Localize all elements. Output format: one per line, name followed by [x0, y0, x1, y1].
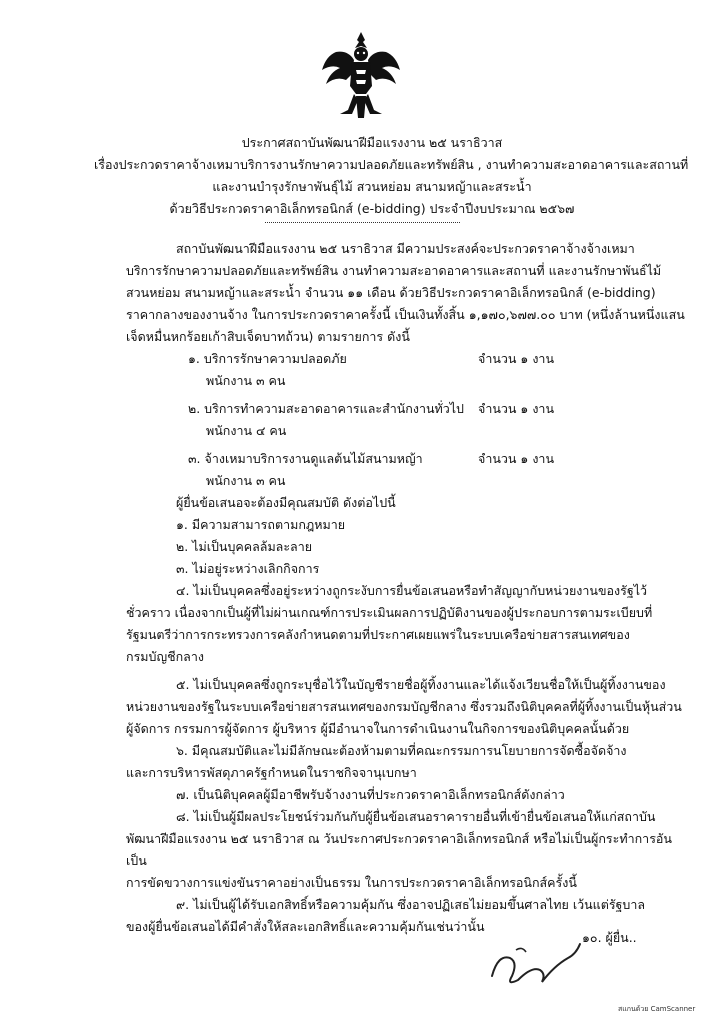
- qualification-4-line: กรมบัญชีกลาง: [126, 649, 204, 664]
- subject-line-3: ด้วยวิธีประกวดราคาอิเล็กทรอนิกส์ (e-bidding) ประจำปีงบประมาณ ๒๕๖๗: [169, 201, 575, 216]
- intro-line: เจ็ดหมื่นหกร้อยเก้าสิบเจ็ดบาทถ้วน) ตามรายการ ดังนี้: [126, 329, 410, 344]
- header-divider: [265, 222, 460, 223]
- qualification-9-line: ของผู้ยื่นข้อเสนอได้มีคำสั่งให้สละเอกสิทธิ์และความคุ้มกันเช่นว่านั้น: [126, 919, 485, 934]
- service-item-2: [126, 398, 686, 420]
- service-item-label: ๒. บริการทำความสะอาดอาคารและสำนักงานทั่วไป: [188, 401, 464, 416]
- subject-line-1: ประกวดราคาจ้างเหมาบริการงานรักษาความปลอดภัยและทรัพย์สิน , งานทำความสะอาดอาคารและสถานที่: [118, 157, 689, 172]
- qualification-2: ๒. ไม่เป็นบุคคลล้มละลาย: [176, 539, 313, 554]
- qualification-3: ๓. ไม่อยู่ระหว่างเลิกกิจการ: [176, 561, 320, 576]
- service-item-label: ๓. จ้างเหมาบริการงานดูแลต้นไม้สนามหญ้า: [188, 451, 423, 466]
- announcement-header: [60, 132, 689, 220]
- qualification-4-line: ๔. ไม่เป็นบุคคลซึ่งอยู่ระหว่างถูกระงับการยื่นข้อเสนอหรือทำสัญญากับหน่วยงานของรัฐไว้: [176, 583, 648, 598]
- qualification-8-line: พัฒนาฝีมือแรงงาน ๒๕ นราธิวาส ณ วันประกาศประกวดราคาอิเล็กทรอนิกส์ หรือไม่เป็นผู้กระทำการอันเป็น: [126, 831, 672, 868]
- intro-line: สถาบันพัฒนาฝีมือแรงงาน ๒๕ นราธิวาส มีความประสงค์จะประกวดราคาจ้างจ้างเหมา: [176, 241, 635, 256]
- announcement-body: [126, 238, 686, 938]
- qualification-6-line: ๖. มีคุณสมบัติและไม่มีลักษณะต้องห้ามตามที่คณะกรรมการนโยบายการจัดซื้อจัดจ้าง: [176, 743, 627, 758]
- announcement-title: ประกาศสถาบันพัฒนาฝีมือแรงงาน ๒๕ นราธิวาส: [241, 135, 503, 150]
- signature-mark: [488, 936, 584, 988]
- qualification-7: ๗. เป็นนิติบุคคลผู้มีอาชีพรับจ้างงานที่ประกวดราคาอิเล็กทรอนิกส์ดังกล่าว: [176, 787, 565, 802]
- intro-line: สวนหย่อม สนามหญ้าและสระน้ำ จำนวน ๑๑ เดือน ด้วยวิธีประกวดราคาอิเล็กทรอนิกส์ (e-bidding): [126, 285, 656, 300]
- qualification-4-line: รัฐมนตรีว่าการกระทรวงการคลังกำหนดตามที่ประกาศเผยแพร่ในระบบเครือข่ายสารสนเทศของ: [126, 627, 630, 642]
- service-item-1: [126, 348, 686, 370]
- intro-line: บริการรักษาความปลอดภัยและทรัพย์สิน งานทำความสะอาดอาคารและสถานที่ และงานรักษาพันธ์ไม้: [126, 263, 662, 278]
- service-item-label: ๑. บริการรักษาความปลอดภัย: [188, 351, 347, 366]
- service-item-staff: พนักงาน ๔ คน: [206, 423, 287, 438]
- qualification-5-line: ๕. ไม่เป็นบุคคลซึ่งถูกระบุชื่อไว้ในบัญชีรายชื่อผู้ทิ้งงานและได้แจ้งเวียนชื่อให้เป็นผู้ทิ้งงานของ: [176, 677, 666, 692]
- subject-label: เรื่อง: [94, 157, 119, 172]
- service-item-staff: พนักงาน ๓ คน: [206, 473, 286, 488]
- qualifications-intro: ผู้ยื่นข้อเสนอจะต้องมีคุณสมบัติ ดังต่อไปนี้: [176, 495, 396, 510]
- next-page-indicator: ๑๐. ผู้ยื่น..: [582, 930, 637, 945]
- service-item-qty: จำนวน ๑ งาน: [478, 351, 555, 366]
- qualification-8-line: การขัดขวางการแข่งขันราคาอย่างเป็นธรรม ในการประกวดราคาอิเล็กทรอนิกส์ครั้งนี้: [126, 875, 577, 890]
- qualification-1: ๑. มีความสามารถตามกฎหมาย: [176, 517, 346, 532]
- service-item-qty: จำนวน ๑ งาน: [478, 451, 555, 466]
- intro-line: ราคากลางของงานจ้าง ในการประกวดราคาครั้งนี้ เป็นเงินทั้งสิ้น ๑,๑๗๐,๖๗๗.๐๐ บาท (หนึ่งล้านหนึ่งแสน: [126, 307, 685, 322]
- service-item-staff: พนักงาน ๓ คน: [206, 373, 286, 388]
- qualification-4-line: ชั่วคราว เนื่องจากเป็นผู้ที่ไม่ผ่านเกณฑ์การประเมินผลการปฏิบัติงานของผู้ประกอบการตามระเบียบที่: [126, 605, 653, 620]
- service-item-qty: จำนวน ๑ งาน: [478, 401, 555, 416]
- qualification-6-line: และการบริหารพัสดุภาครัฐกำหนดในราชกิจจานุเบกษา: [126, 765, 417, 780]
- qualification-5-line: ผู้จัดการ กรรมการผู้จัดการ ผู้บริหาร ผู้มีอำนาจในการดำเนินงานในกิจการของนิติบุคคลนั้นด้วย: [126, 721, 630, 736]
- scanner-watermark: สแกนด้วย CamScanner: [618, 1005, 696, 1013]
- qualification-5-line: หน่วยงานของรัฐในระบบเครือข่ายสารสนเทศของกรมบัญชีกลาง ซึ่งรวมถึงนิติบุคคลที่ผู้ทิ้งงานเป็นหุ้นส่วน: [126, 699, 682, 714]
- garuda-emblem-icon: [318, 30, 404, 122]
- subject-row: [60, 154, 689, 176]
- service-item-3: [126, 448, 686, 470]
- qualification-8-line: ๘. ไม่เป็นผู้มีผลประโยชน์ร่วมกันกับผู้ยื่นข้อเสนอราคารายอื่นที่เข้ายื่นข้อเสนอให้แก่สถาบัน: [176, 809, 656, 824]
- subject-line-2: และงานบำรุงรักษาพันธุ์ไม้ สวนหย่อม สนามหญ้าและสระน้ำ: [212, 179, 532, 194]
- qualification-9-line: ๙. ไม่เป็นผู้ได้รับเอกสิทธิ์หรือความคุ้มกัน ซึ่งอาจปฏิเสธไม่ยอมขึ้นศาลไทย เว้นแต่รัฐบาล: [176, 897, 646, 912]
